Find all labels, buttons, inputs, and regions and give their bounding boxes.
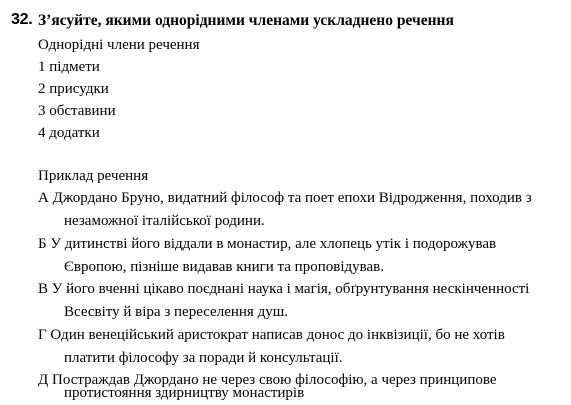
example-d-line2: платити філософу за поради й консультації. [64, 350, 343, 366]
question-number: 32. [11, 11, 33, 28]
example-e-line1: Д Постраждав Джордано не через свою філософію, а через принципове [38, 372, 497, 388]
member-option-2: 2 присудки [38, 81, 109, 97]
example-b-line2: Європою, пізніше видавав книги та проповідував. [64, 259, 384, 275]
question-title: З’ясуйте, якими однорідними членами ускладнено речення [38, 12, 454, 29]
example-a-line1: А Джордано Бруно, видатний філософ та поет епохи Відродження, походив з [38, 190, 532, 206]
example-d-line1: Г Один венеційський аристократ написав донос до інквізиції, бо не хотів [38, 327, 505, 343]
example-c-line2: Всесвіту й віра з переселення душ. [64, 304, 288, 320]
example-c-line1: В У його вченні цікаво поєднані наука і магія, обґрунтування нескінченності [38, 281, 530, 297]
member-option-4: 4 додатки [38, 125, 100, 141]
example-b-line1: Б У дитинстві його віддали в монастир, але хлопець утік і подорожував [38, 236, 497, 252]
example-e-line2: протистояння здирництву монастирів [64, 385, 305, 401]
member-option-1: 1 підмети [38, 59, 100, 75]
member-option-3: 3 обставини [38, 103, 116, 119]
example-a-line2: незаможної італійської родини. [64, 213, 265, 229]
members-heading: Однорідні члени речення [38, 37, 200, 53]
examples-heading: Приклад речення [38, 168, 149, 184]
